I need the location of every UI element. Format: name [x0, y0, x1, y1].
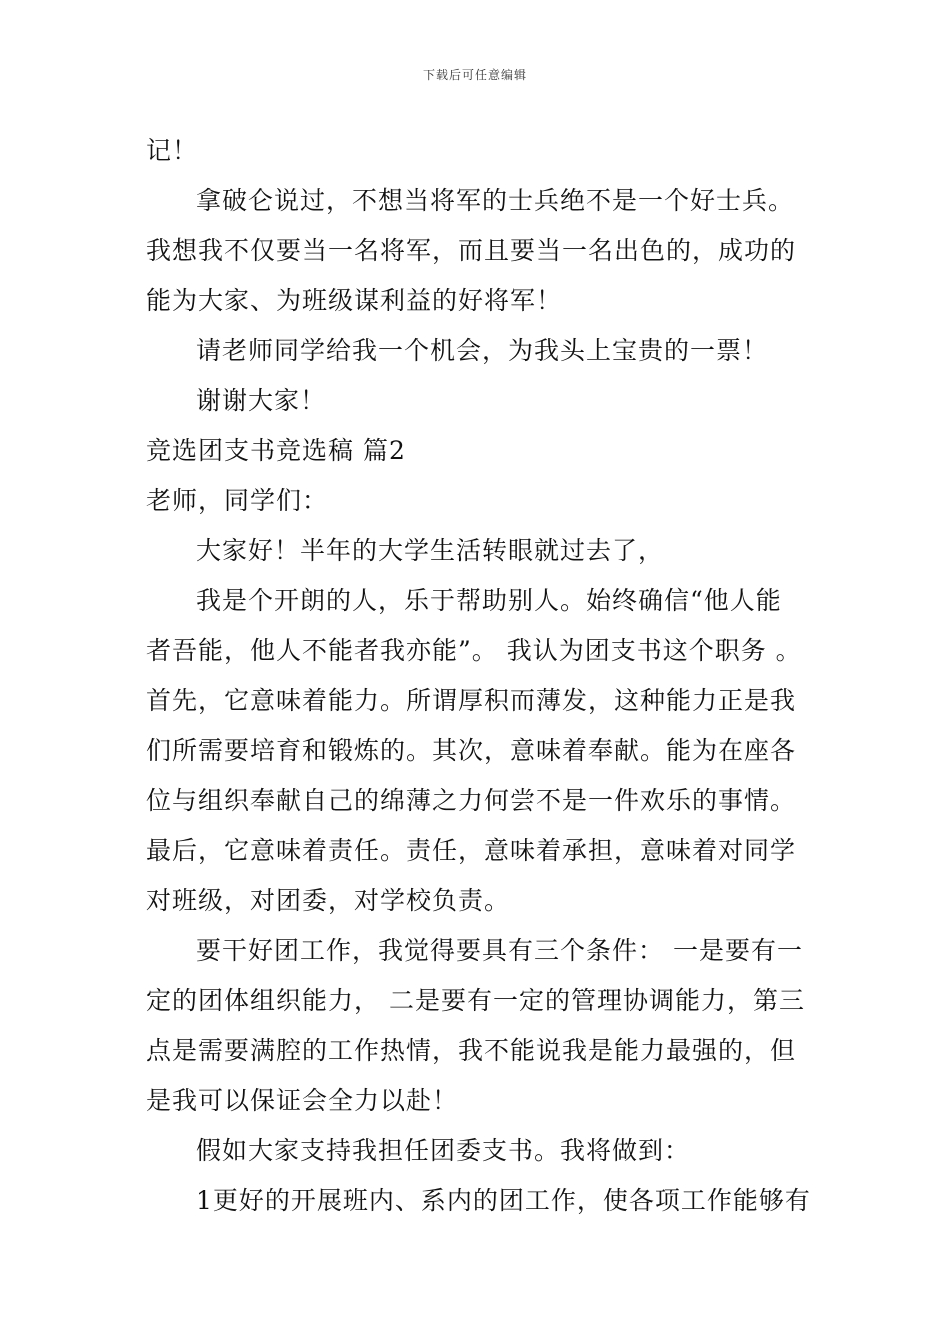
text-line: 定的团体组织能力， 二是要有一定的管理协调能力，第三	[146, 986, 805, 1015]
page-header-note: 下载后可任意编辑	[422, 68, 527, 82]
text-line: 我是个开朗的人，乐于帮助别人。始终确信“他人能	[196, 586, 782, 615]
text-line: 大家好！半年的大学生活转眼就过去了，	[196, 536, 665, 565]
text-line: 对班级，对团委，对学校负责。	[146, 886, 511, 915]
text-line: 拿破仑说过，不想当将军的士兵绝不是一个好士兵。	[196, 186, 795, 215]
section-heading: 竞选团支书竞选稿 篇2	[146, 436, 406, 465]
text-line: 老师，同学们：	[146, 486, 329, 515]
text-line: 点是需要满腔的工作热情，我不能说我是能力最强的，但	[146, 1036, 797, 1065]
text-line: 要干好团工作，我觉得要具有三个条件： 一是要有一	[196, 936, 803, 965]
text-line: 我想我不仅要当一名将军，而且要当一名出色的，成功的	[146, 236, 797, 265]
text-line: 记！	[146, 136, 199, 165]
text-line: 请老师同学给我一个机会，为我头上宝贵的一票！	[196, 336, 769, 365]
text-line: 假如大家支持我担任团委支书。我将做到：	[196, 1136, 691, 1165]
text-line: 1更好的开展班内、系内的团工作，使各项工作能够有	[196, 1186, 811, 1215]
text-line: 者吾能，他人不能者我亦能”。 我认为团支书这个职务 。	[146, 636, 802, 665]
text-line: 们所需要培育和锻炼的。其次，意味着奉献。能为在座各	[146, 736, 797, 765]
document-body	[146, 126, 826, 1226]
text-line: 谢谢大家！	[196, 386, 327, 415]
text-line: 最后，它意味着责任。责任，意味着承担，意味着对同学	[146, 836, 797, 865]
text-line: 能为大家、为班级谋利益的好将军！	[146, 286, 563, 315]
text-line: 是我可以保证会全力以赴！	[146, 1086, 459, 1115]
text-line: 位与组织奉献自己的绵薄之力何尝不是一件欢乐的事情。	[146, 786, 797, 815]
text-line: 首先，它意味着能力。所谓厚积而薄发，这种能力正是我	[146, 686, 797, 715]
